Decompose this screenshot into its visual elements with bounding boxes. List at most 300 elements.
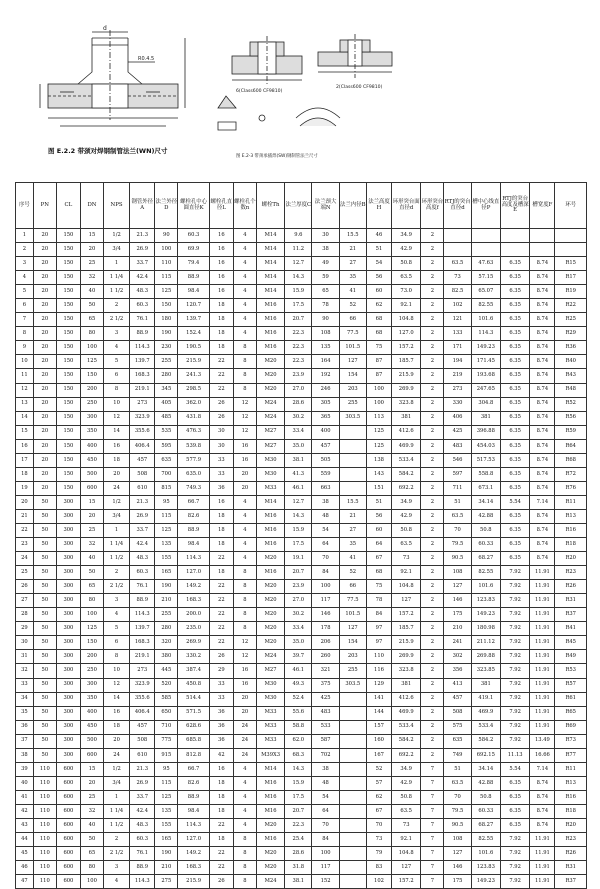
table-cell: 206 [312,636,339,650]
table-cell: 18 [209,804,233,818]
table-cell [339,833,366,847]
table-cell: 300 [56,509,80,523]
table-cell: 178 [312,622,339,636]
table-cell: 20 [33,299,56,313]
table-cell: 8 [233,566,256,580]
table-cell: R43 [555,369,587,383]
table-cell: 101.6 [471,580,500,594]
table-cell: 450.8 [178,678,209,692]
table-cell: 8 [233,341,256,355]
table-cell: 150 [56,453,80,467]
table-cell: 305 [312,397,339,411]
table-cell: 110 [33,776,56,790]
table-cell: M20 [256,355,284,369]
table-cell: 90 [312,313,339,327]
column-header: 钢管外径A [130,183,155,229]
table-cell: 167 [366,748,391,762]
table-cell: 815 [155,481,178,495]
table-cell: 6.35 [500,776,529,790]
table-cell: 149.23 [471,875,500,889]
table-cell: 469.9 [392,439,421,453]
table-cell: 20 [33,285,56,299]
table-cell: 2 [421,383,444,397]
table-cell: 97 [366,622,391,636]
table-cell: 8 [233,861,256,875]
table-cell: 157.2 [392,341,421,355]
table-cell: 50 [33,495,56,509]
table-row [16,622,587,636]
table-cell: M16 [256,790,284,804]
table-cell: 330.2 [178,650,209,664]
table-cell: 46 [16,861,34,875]
table-cell: 23.9 [285,369,312,383]
table-cell [471,243,500,257]
table-cell [555,229,587,243]
table-cell: 127 [444,847,471,861]
table-row [16,762,587,776]
table-cell: 10 [103,664,129,678]
table-row [16,720,587,734]
table-cell: 108 [444,566,471,580]
table-cell: 600 [56,790,80,804]
table-cell: 457 [312,439,339,453]
table-cell: 30.2 [285,608,312,622]
table-cell: 42 [16,804,34,818]
table-cell: 95 [155,495,178,509]
table-cell: 12.7 [285,257,312,271]
table-cell: 168.3 [130,636,155,650]
table-cell: 47.63 [471,257,500,271]
table-cell: 68 [366,566,391,580]
table-cell: 114.3 [178,818,209,832]
table-cell: 42.4 [130,538,155,552]
table-cell: 425 [312,692,339,706]
table-cell: 355.6 [130,692,155,706]
table-cell: 100 [80,341,103,355]
table-cell: 14.3 [285,509,312,523]
table-cell: 117 [312,594,339,608]
table-row [16,439,587,453]
table-cell: 133 [444,327,471,341]
table-cell: 8.74 [530,467,555,481]
table-cell: 10 [16,355,34,369]
table-cell: 11.91 [530,875,555,889]
table-cell: 17.5 [285,299,312,313]
table-cell: 28.6 [285,847,312,861]
table-cell: 33.7 [130,790,155,804]
table-row [16,397,587,411]
table-cell: 50 [33,706,56,720]
table-cell [339,818,366,832]
table-cell: 34.9 [392,229,421,243]
table-cell: 66.7 [178,495,209,509]
table-cell: 30 [312,229,339,243]
table-cell: 2 [421,580,444,594]
table-cell: 25 [80,257,103,271]
table-cell: 300 [56,594,80,608]
table-cell: 21.3 [130,495,155,509]
table-cell: 16 [233,453,256,467]
table-cell [339,776,366,790]
table-cell: 711 [444,481,471,495]
table-cell: M30 [256,453,284,467]
table-cell: 30.2 [285,411,312,425]
table-cell: 508 [130,467,155,481]
table-cell: R69 [555,720,587,734]
table-cell: 413 [444,678,471,692]
table-cell: 101.6 [471,847,500,861]
column-header: RTJ的突台直径d [444,183,471,229]
table-cell: 87 [366,355,391,369]
table-cell: M20 [256,580,284,594]
table-cell [471,229,500,243]
socket-weld-flange-drawings [218,34,392,130]
table-cell: 110 [155,257,178,271]
table-cell: 42.9 [392,243,421,257]
table-cell: 60.3 [130,833,155,847]
table-cell: 505 [312,453,339,467]
table-cell: 700 [155,467,178,481]
table-cell: 8.74 [530,411,555,425]
table-cell: 22.3 [285,818,312,832]
table-cell: 15.5 [339,229,366,243]
table-cell: 546 [444,453,471,467]
table-row [16,664,587,678]
column-header: 法兰高度H [366,183,391,229]
table-cell: 16 [209,271,233,285]
table-cell: 41.3 [285,467,312,481]
table-cell: 84 [312,566,339,580]
table-cell: 110 [366,650,391,664]
table-cell: M14 [256,257,284,271]
table-cell: 27.0 [285,383,312,397]
table-cell: 6.35 [500,453,529,467]
table-cell: 8.74 [530,453,555,467]
table-cell: 193.68 [471,369,500,383]
table-cell: 50 [33,608,56,622]
table-cell: 584.2 [392,467,421,481]
table-cell: 138 [366,453,391,467]
table-cell: 79.5 [444,804,471,818]
table-cell: 300 [56,523,80,537]
table-cell: 345 [155,383,178,397]
table-row [16,833,587,847]
table-cell: R18 [555,804,587,818]
table-cell: 2 [421,608,444,622]
table-cell: 34.9 [392,495,421,509]
table-cell [339,762,366,776]
table-cell: 65 [312,285,339,299]
table-row [16,467,587,481]
table-cell: 20 [33,341,56,355]
table-cell: 102 [444,299,471,313]
table-cell: 40 [80,818,103,832]
table-cell: 150 [56,383,80,397]
table-cell: R36 [555,341,587,355]
table-cell: 508 [130,734,155,748]
table-cell: 210 [155,861,178,875]
table-cell: 90.5 [444,552,471,566]
table-cell: 77.5 [339,327,366,341]
table-cell: 141 [366,692,391,706]
table-cell: 65 [80,580,103,594]
table-cell [339,467,366,481]
table-cell: 35.0 [285,636,312,650]
table-cell: 250 [80,397,103,411]
table-cell: 114.3 [130,341,155,355]
table-cell: 15.9 [285,523,312,537]
table-cell: 68 [366,313,391,327]
table-cell: 3 [103,327,129,341]
table-cell: 15 [16,425,34,439]
table-cell: 2 [421,552,444,566]
table-cell: 50 [80,299,103,313]
table-row [16,271,587,285]
table-cell: 8 [103,650,129,664]
table-cell: 20 [33,397,56,411]
table-cell: 160 [366,734,391,748]
table-cell: 22 [209,580,233,594]
table-cell: 48.3 [130,285,155,299]
table-cell: 40 [16,776,34,790]
table-cell: 203 [339,383,366,397]
table-cell: M16 [256,538,284,552]
table-cell: R20 [555,818,587,832]
table-cell: 303.5 [339,411,366,425]
table-cell: 321 [312,664,339,678]
table-cell: 323.8 [392,664,421,678]
table-cell: 11.91 [530,833,555,847]
table-cell: R17 [555,271,587,285]
table-cell: 7.14 [530,495,555,509]
table-cell: 102 [366,875,391,889]
column-header: 序号 [16,183,34,229]
table-cell: 2 [421,481,444,495]
table-cell: 587 [312,734,339,748]
table-cell: 18 [209,523,233,537]
table-cell: 38.1 [285,875,312,889]
table-cell: 702 [312,748,339,762]
table-cell: 8.74 [530,299,555,313]
table-cell: 215.9 [392,636,421,650]
table-cell: 584.2 [471,734,500,748]
table-cell: 110 [33,847,56,861]
table-cell: 12 [233,411,256,425]
table-cell: 8 [16,327,34,341]
table-cell: 64 [366,538,391,552]
table-cell: 4 [233,523,256,537]
table-cell: 8 [233,355,256,369]
table-cell: 11.13 [500,748,529,762]
table-cell [444,243,471,257]
table-cell [339,453,366,467]
table-cell: 1 [103,790,129,804]
table-cell: 20 [33,271,56,285]
table-cell: 190 [155,580,178,594]
table-cell: M24 [256,650,284,664]
table-cell: 121 [444,313,471,327]
table-cell [339,790,366,804]
table-cell: 3/4 [103,243,129,257]
table-cell: 63.5 [444,776,471,790]
table-cell: 457 [130,720,155,734]
table-cell: 35 [16,706,34,720]
table-cell: 635 [444,734,471,748]
table-cell: 42.4 [130,271,155,285]
table-cell: 7.92 [500,566,529,580]
table-cell: 2 [421,355,444,369]
table-cell: 16 [103,439,129,453]
table-cell: 70 [312,552,339,566]
table-cell: 300 [56,636,80,650]
column-header: CL [56,183,80,229]
table-row [16,608,587,622]
table-cell: M16 [256,833,284,847]
table-cell: 56 [366,271,391,285]
table-cell: 7.92 [500,692,529,706]
table-cell: 6.35 [500,790,529,804]
table-cell: 7.92 [500,861,529,875]
table-cell: 33.4 [285,425,312,439]
table-cell: M20 [256,861,284,875]
table-cell: 110 [33,804,56,818]
table-cell: 7.92 [500,594,529,608]
table-cell: 8.74 [530,383,555,397]
table-cell: 135 [155,804,178,818]
table-cell: 215.9 [392,369,421,383]
table-cell: 269.9 [178,636,209,650]
table-cell: 3 [16,257,34,271]
table-cell: 54 [366,257,391,271]
column-header: 螺栓Th [256,183,284,229]
table-cell: 600 [56,762,80,776]
table-cell: 6.35 [500,552,529,566]
table-cell: M16 [256,523,284,537]
table-cell: 127 [392,594,421,608]
table-cell: 50 [33,664,56,678]
table-cell: 7 [421,818,444,832]
table-cell: 25 [80,523,103,537]
table-cell: 6.35 [500,383,529,397]
table-cell: 6.35 [500,425,529,439]
table-cell: M20 [256,622,284,636]
table-cell: 51 [444,762,471,776]
table-cell: 2 [421,285,444,299]
table-cell: 210 [444,622,471,636]
table-cell: 38.1 [285,453,312,467]
table-row [16,552,587,566]
table-cell: 50 [33,580,56,594]
table-cell: 50 [33,734,56,748]
table-cell: 8.74 [530,804,555,818]
table-cell: 68.27 [471,552,500,566]
table-cell: R65 [555,706,587,720]
table-cell: R37 [555,608,587,622]
table-cell: 70 [366,818,391,832]
table-cell: 150 [56,425,80,439]
table-row [16,580,587,594]
table-cell: 63.5 [444,257,471,271]
table-cell: 628.6 [178,720,209,734]
table-cell [530,243,555,257]
table-cell: 457 [130,453,155,467]
table-cell: 250 [80,664,103,678]
table-cell: 219.1 [130,650,155,664]
table-cell: 6.35 [500,369,529,383]
table-cell: 2 [421,425,444,439]
table-cell: 41 [16,790,34,804]
table-cell: 22 [209,818,233,832]
table-cell: 8.74 [530,397,555,411]
table-cell: 146 [312,608,339,622]
table-body [16,229,587,889]
table-cell: 7.92 [500,706,529,720]
table-cell: 11.91 [530,692,555,706]
table-cell: 92.1 [392,299,421,313]
table-row [16,509,587,523]
table-cell: 51 [366,495,391,509]
table-cell: 406.4 [130,706,155,720]
table-cell: 387.4 [178,664,209,678]
table-cell: 127 [339,355,366,369]
table-cell: 90.5 [444,818,471,832]
table-cell: 62 [366,790,391,804]
table-cell: 1 1/4 [103,538,129,552]
table-row [16,257,587,271]
table-cell: 125 [366,425,391,439]
table-cell: 52 [339,299,366,313]
table-cell: 38 [312,243,339,257]
table-cell: 600 [56,833,80,847]
table-cell: 1/2 [103,229,129,243]
table-cell: 150 [155,299,178,313]
table-cell: 203 [339,650,366,664]
table-cell: R40 [555,355,587,369]
table-cell: 80 [80,327,103,341]
table-cell: 27 [16,594,34,608]
table-cell: R41 [555,622,587,636]
table-cell: 36 [209,720,233,734]
table-cell: 125 [80,622,103,636]
table-cell: 20 [33,257,56,271]
table-cell: 595 [155,439,178,453]
table-cell: M16 [256,776,284,790]
column-header: 环形突台面直径d [392,183,421,229]
table-cell: 2 [421,538,444,552]
table-cell: 500 [80,734,103,748]
table-cell: 7.92 [500,720,529,734]
table-cell: 6.35 [500,299,529,313]
table-cell: 412.6 [392,692,421,706]
table-cell: 54 [312,790,339,804]
table-cell: 75 [366,580,391,594]
table-cell: 115 [155,509,178,523]
table-cell: 2 [421,257,444,271]
table-cell: 42.9 [392,776,421,790]
table-cell: 26 [209,397,233,411]
table-cell: 100 [155,243,178,257]
table-cell: M16 [256,804,284,818]
table-cell: 42.9 [392,509,421,523]
table-cell: 2 [103,833,129,847]
table-cell: 114.3 [178,552,209,566]
table-cell [444,229,471,243]
table-cell: 775 [155,734,178,748]
column-header: 环形突台高度f [421,183,444,229]
table-cell: 915 [155,748,178,762]
table-cell: 600 [56,776,80,790]
table-cell: 3 [103,861,129,875]
